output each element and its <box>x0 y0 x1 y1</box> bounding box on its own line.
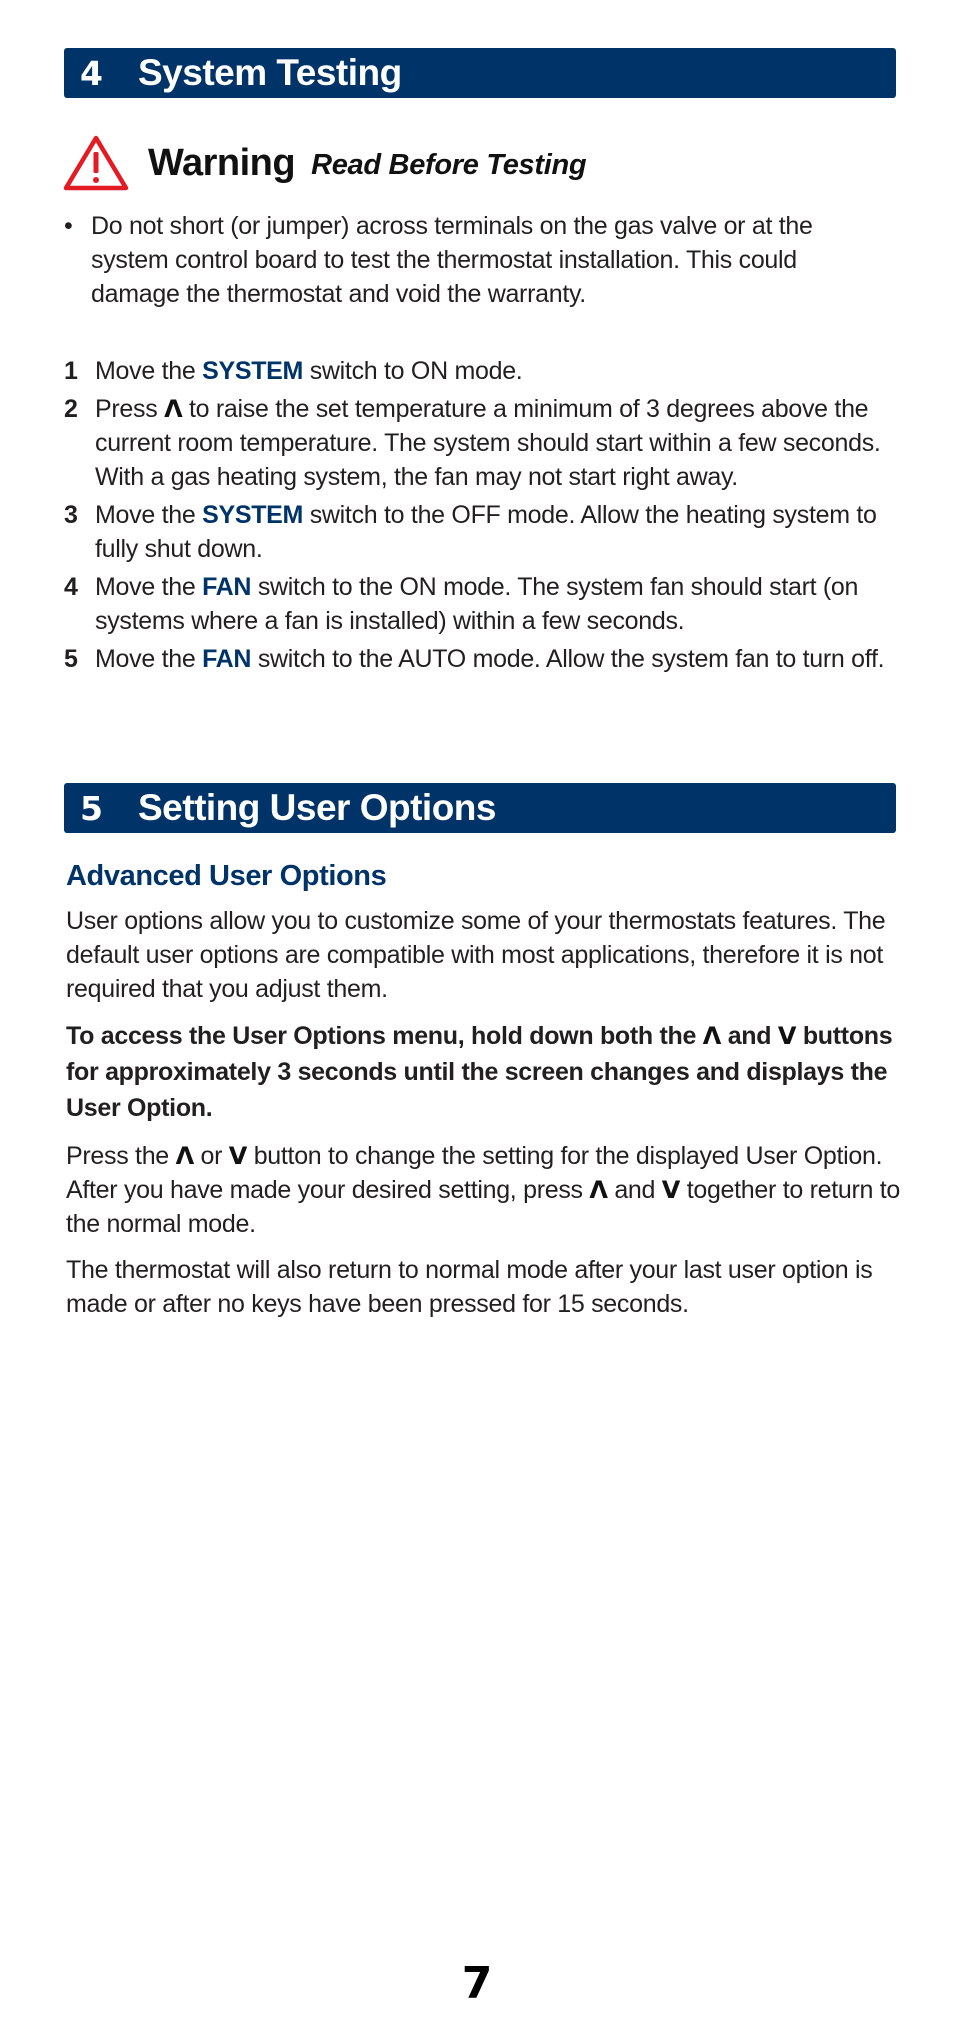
section-5-header <box>64 783 896 833</box>
step-item <box>64 642 904 676</box>
step-text: Move the SYSTEM switch to ON mode. <box>95 357 523 385</box>
section-5-title: Setting User Options <box>138 787 496 828</box>
keyword-system: SYSTEM <box>202 357 304 385</box>
advanced-intro: User options allow you to customize some of your thermostats features. The default user options are compatible with most applications, therefore it is not required that you adjust them. <box>66 907 886 1003</box>
step-number: 5 <box>64 645 78 673</box>
step-text: Move the FAN switch to the ON mode. The system fan should start (on systems where a fan is installed) within a few seconds. <box>95 573 859 635</box>
up-arrow-icon: Λ <box>175 1142 194 1170</box>
warning-subtitle: Read Before Testing <box>311 148 587 181</box>
step-number: 2 <box>64 395 78 423</box>
keyword-fan: FAN <box>202 645 252 673</box>
step-number: 3 <box>64 501 78 529</box>
step-item <box>64 354 904 388</box>
return-note: The thermostat will also return to normal mode after your last user option is made or after no keys have been pressed for 15 seconds. <box>66 1256 873 1318</box>
step-number: 4 <box>64 573 78 601</box>
warning-label: Warning <box>148 141 296 184</box>
warning-triangle-icon <box>63 135 129 191</box>
step-text: Press Λ to raise the set temperature a minimum of 3 degrees above the current room temperature. The system should start within a few seconds. With a gas heating system, the fan may not start right away. <box>95 392 904 494</box>
down-arrow-icon: V <box>661 1176 681 1204</box>
down-arrow-icon: V <box>777 1022 797 1050</box>
keyword-fan: FAN <box>202 573 252 601</box>
section-4-header <box>64 48 896 98</box>
down-arrow-icon: V <box>228 1142 248 1170</box>
section-5-number: 5 <box>80 788 103 828</box>
page-number: 7 <box>461 1958 493 2009</box>
up-arrow-icon: Λ <box>589 1176 608 1204</box>
up-arrow-icon: Λ <box>164 395 183 423</box>
step-number: 1 <box>64 357 78 385</box>
section-4-number: 4 <box>80 53 103 93</box>
warning-bullet-text: Do not short (or jumper) across terminals on the gas valve or at the system control board to test the thermostat installation. This could damage the thermostat and void the warranty. <box>91 212 813 308</box>
step-item <box>64 392 904 494</box>
advanced-options-heading: Advanced User Options <box>66 860 387 892</box>
change-setting-instructions: Press the Λ or V button to change the setting for the displayed User Option. After you have made your desired setting, press Λ and V together to return to the normal mode. <box>66 1139 902 1241</box>
step-item <box>64 570 904 638</box>
step-text: Move the SYSTEM switch to the OFF mode. Allow the heating system to fully shut down. <box>95 501 877 563</box>
testing-steps <box>64 354 904 680</box>
warning-heading <box>63 135 586 191</box>
up-arrow-icon: Λ <box>702 1022 722 1050</box>
section-4-title: System Testing <box>138 52 402 93</box>
warning-bullet <box>64 209 884 311</box>
step-text: Move the FAN switch to the AUTO mode. Allow the system fan to turn off. <box>95 645 885 673</box>
keyword-system: SYSTEM <box>202 501 304 529</box>
step-item <box>64 498 904 566</box>
access-instructions: To access the User Options menu, hold down both the Λ and V buttons for approximately 3 seconds until the screen changes and displays the User Option. <box>66 1018 902 1126</box>
bullet-dot: • <box>64 212 73 240</box>
